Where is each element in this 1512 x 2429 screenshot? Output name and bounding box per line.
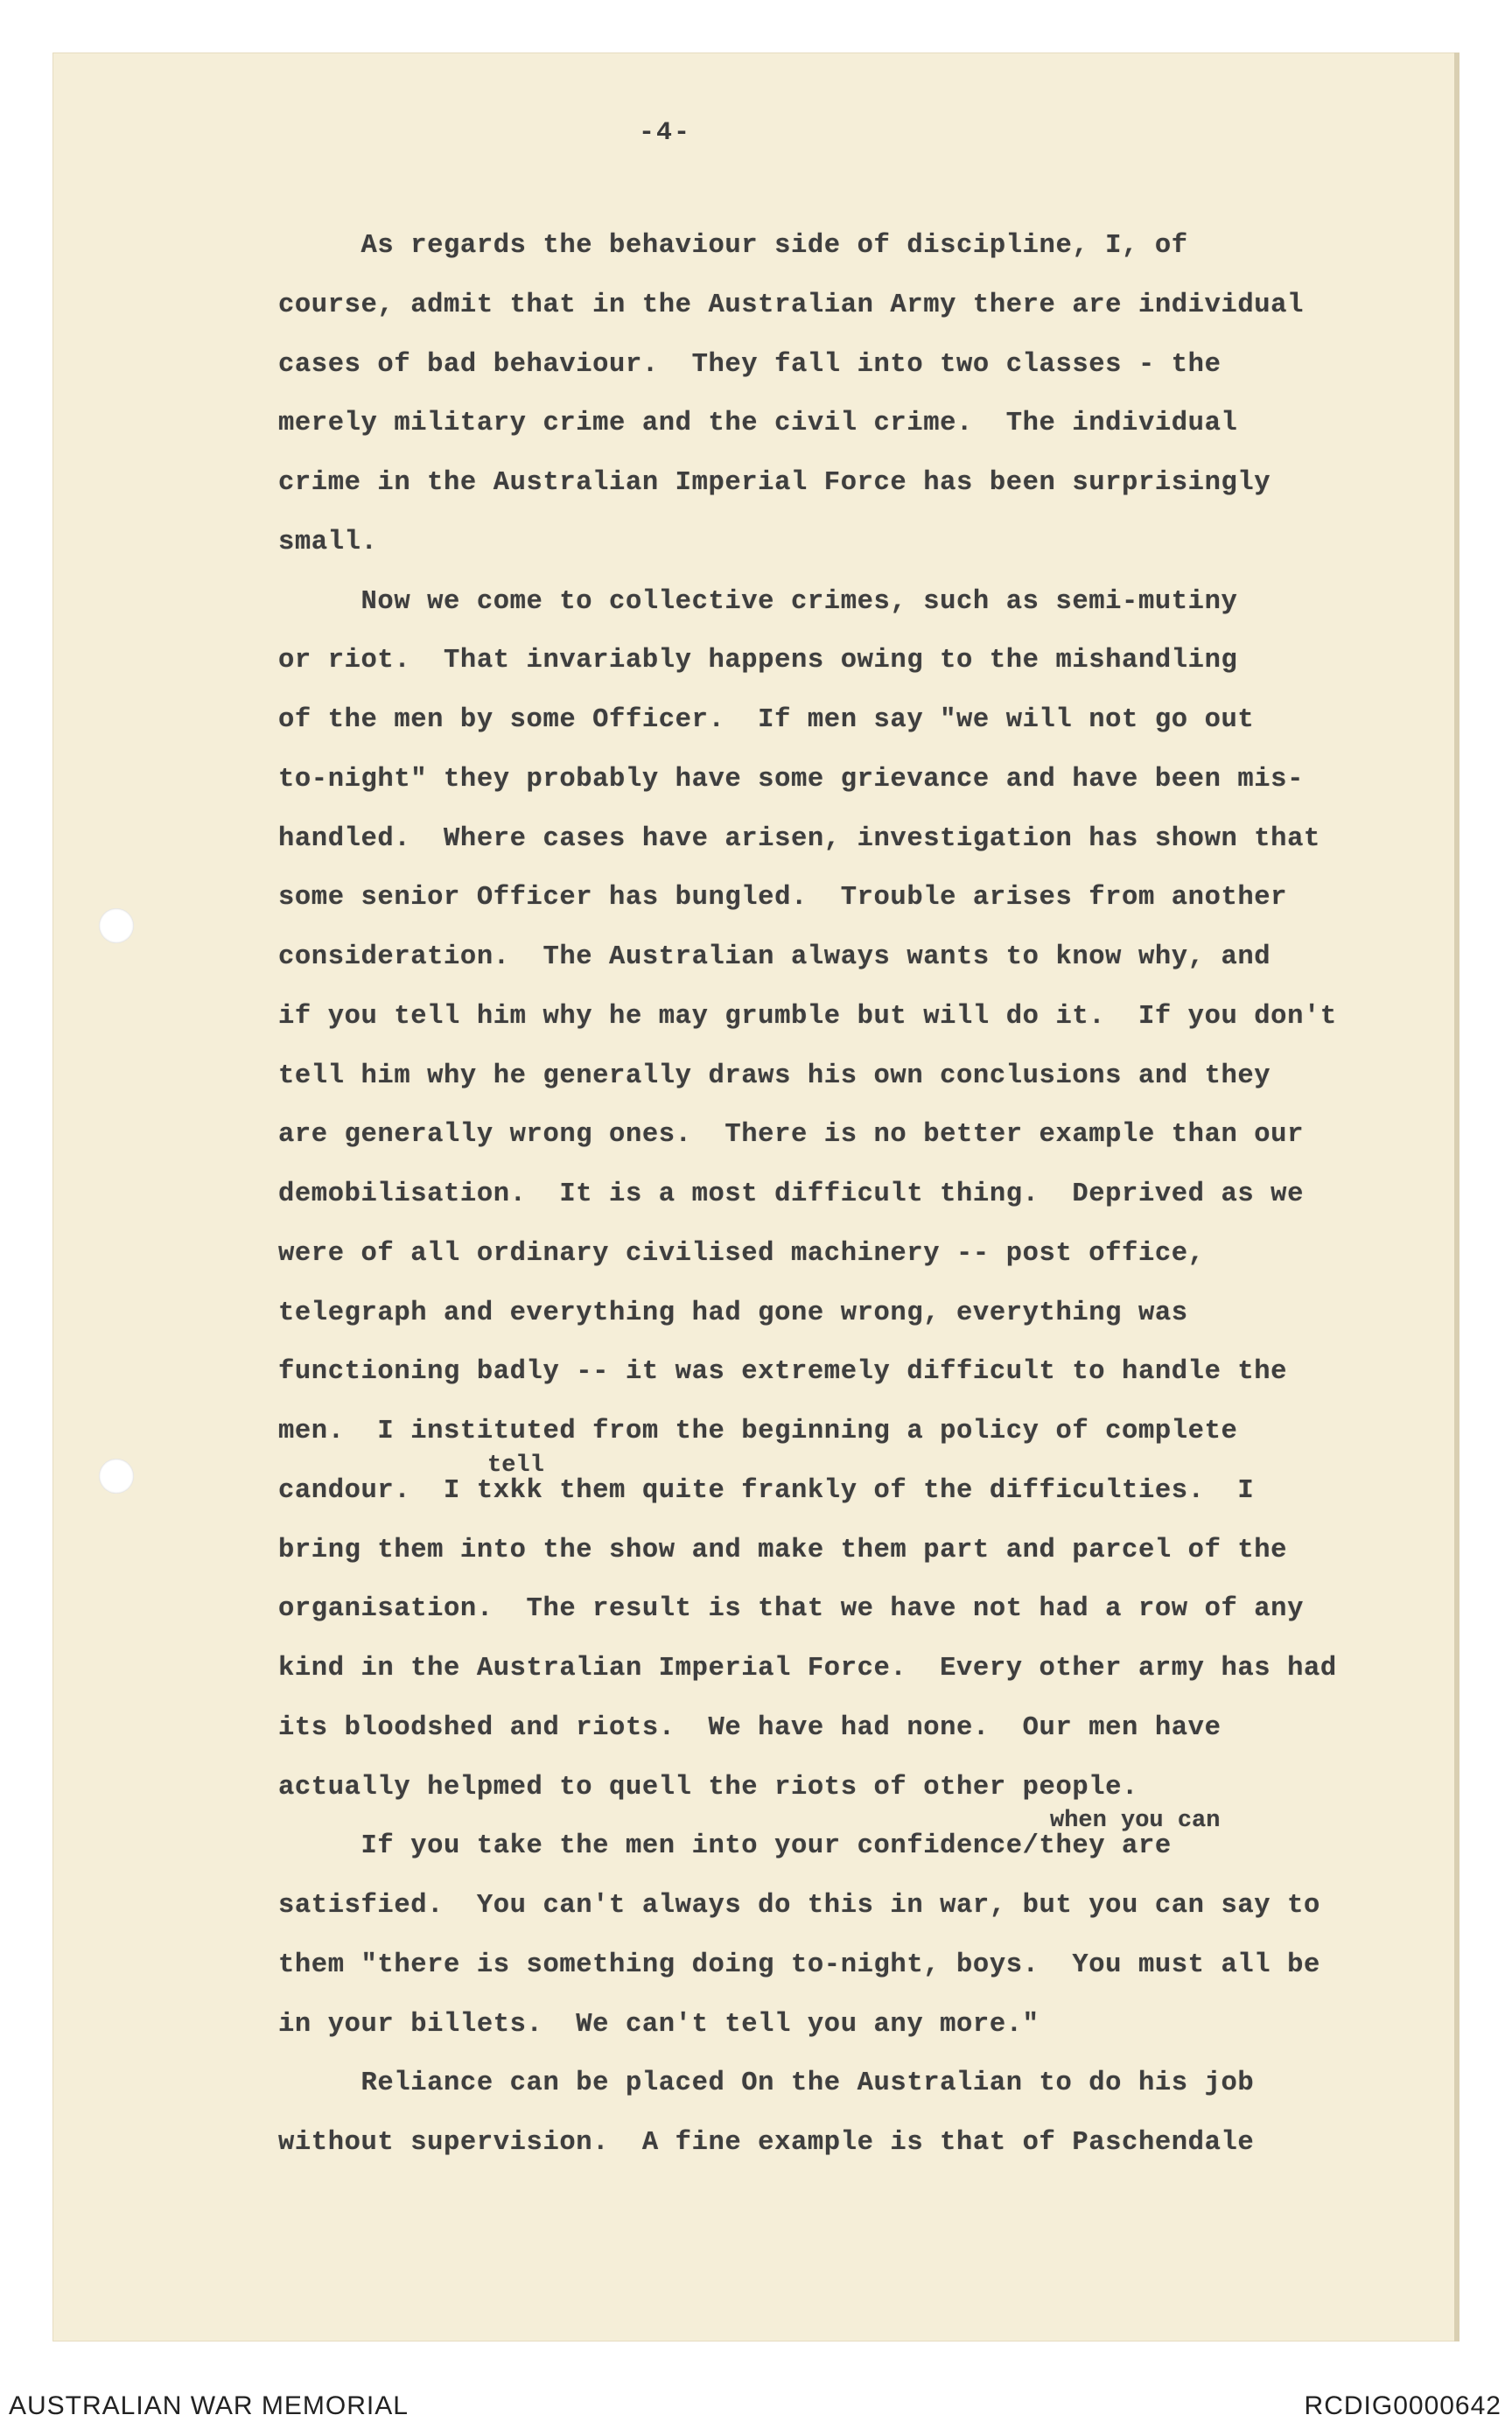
text-line: As regards the behaviour side of discipline, I, of — [278, 231, 1188, 261]
typed-insertion-tell: tell — [487, 1452, 544, 1479]
text-line: in your billets. We can't tell you any more." — [278, 2010, 1040, 2040]
text-line: some senior Officer has bungled. Trouble arises from another — [278, 883, 1288, 913]
text-line: organisation. The result is that we have not had a row of any — [278, 1594, 1304, 1624]
text-line: bring them into the show and make them part and parcel of the — [278, 1536, 1288, 1565]
text-line: if you tell him why he may grumble but will do it. If you don't — [278, 1002, 1337, 1032]
text-line: functioning badly -- it was extremely difficult to handle the — [278, 1357, 1288, 1387]
text-line: merely military crime and the civil crime. The individual — [278, 409, 1238, 438]
page-number: -4- — [639, 118, 692, 148]
text-line: its bloodshed and riots. We have had none. Our men have — [278, 1713, 1222, 1743]
text-line: cases of bad behaviour. They fall into two classes - the — [278, 350, 1222, 380]
footer-archive-name: AUSTRALIAN WAR MEMORIAL — [9, 2391, 409, 2420]
text-line: If you take the men into your confidence/they are — [278, 1831, 1172, 1861]
text-line: actually helpmed to quell the riots of other people. — [278, 1773, 1138, 1802]
text-line: handled. Where cases have arisen, investigation has shown that — [278, 824, 1320, 854]
punch-hole-bottom — [99, 1459, 134, 1494]
text-line: Now we come to collective crimes, such as semi-mutiny — [278, 587, 1238, 617]
text-line: without supervision. A fine example is that of Paschendale — [278, 2128, 1255, 2158]
text-line: telegraph and everything had gone wrong, everything was — [278, 1298, 1188, 1328]
typed-insertion-when-you-can: when you can — [1050, 1808, 1221, 1834]
text-line: kind in the Australian Imperial Force. Every other army has had — [278, 1654, 1337, 1684]
text-line: small. — [278, 528, 378, 557]
text-line: them "there is something doing to-night, boys. You must all be — [278, 1950, 1320, 1980]
text-line: or riot. That invariably happens owing to the mishandling — [278, 646, 1238, 676]
text-line: demobilisation. It is a most difficult thing. Deprived as we — [278, 1180, 1304, 1209]
text-line: Reliance can be placed On the Australian to do his job — [278, 2068, 1255, 2098]
text-line: to-night" they probably have some grievance and have been mis- — [278, 765, 1304, 794]
text-line: men. I instituted from the beginning a policy of complete — [278, 1417, 1238, 1446]
text-line: candour. I txkk them quite frankly of the difficulties. I — [278, 1476, 1255, 1506]
text-line: consideration. The Australian always wants to know why, and — [278, 942, 1271, 972]
text-line: tell him why he generally draws his own conclusions and they — [278, 1061, 1271, 1091]
punch-hole-top — [99, 908, 134, 943]
page-edge — [1454, 52, 1460, 2342]
text-line: satisfied. You can't always do this in war, but you can say to — [278, 1891, 1320, 1921]
text-line: are generally wrong ones. There is no better example than our — [278, 1120, 1304, 1150]
text-line: of the men by some Officer. If men say "we will not go out — [278, 705, 1255, 735]
text-line: were of all ordinary civilised machinery -- post office, — [278, 1239, 1205, 1269]
footer-record-id: RCDIG0000642 — [1304, 2391, 1502, 2420]
text-line: crime in the Australian Imperial Force has been surprisingly — [278, 468, 1271, 498]
text-line: course, admit that in the Australian Army there are individual — [278, 290, 1304, 320]
